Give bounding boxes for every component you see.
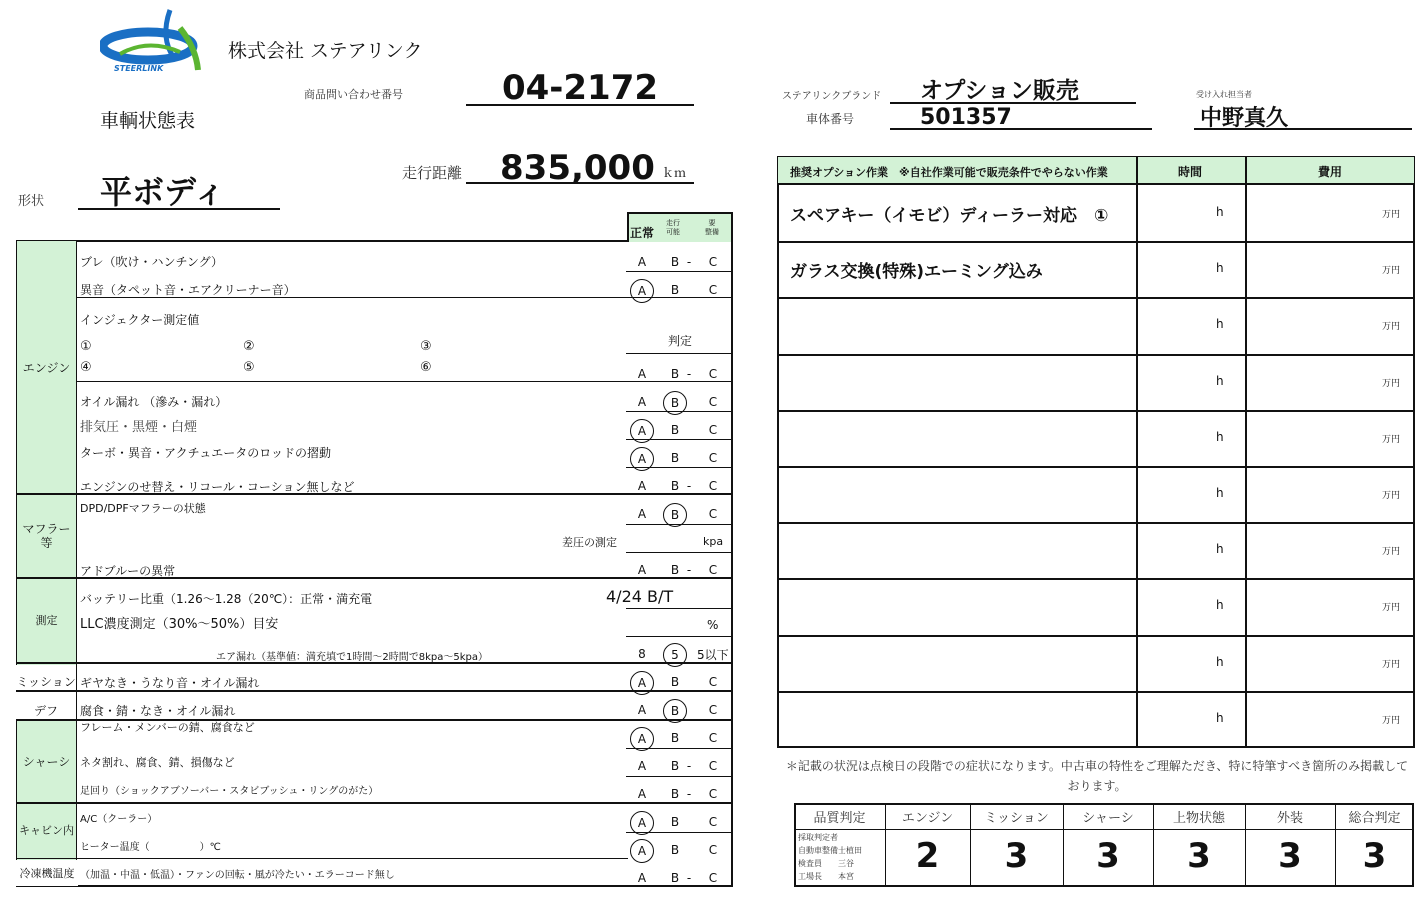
grade-value: 3: [1278, 836, 1302, 876]
inquiry-number: 04-2172: [466, 66, 694, 106]
check-mark-circled[interactable]: B: [663, 699, 687, 723]
mileage-label: 走行距離: [402, 164, 463, 182]
check-mark[interactable]: C: [708, 703, 718, 717]
company-name: 株式会社 ステアリンク: [228, 40, 423, 62]
air-leak-5-circled: 5: [663, 643, 687, 667]
options-header-title: 推奨オプション作業 ※自社作業可能で販売条件でやらない作業: [790, 166, 1108, 179]
injector-judge: 判定: [668, 334, 693, 348]
injector-6: ⑥: [420, 360, 432, 375]
section-freezer: 冷凍機温度: [16, 860, 78, 886]
check-mark[interactable]: B: [670, 255, 680, 269]
llc-unit: %: [707, 618, 719, 632]
check-mark-circled[interactable]: A: [630, 811, 654, 835]
options-time-header: 時間: [1178, 165, 1203, 179]
item-label: 腐食・錆・なき・オイル漏れ: [80, 704, 236, 718]
company-logo: [100, 8, 210, 76]
check-mark[interactable]: C: [708, 451, 718, 465]
receiver-value: 中野真久: [1194, 104, 1412, 130]
grade-value: 2: [915, 836, 940, 876]
air-leak-label: エア漏れ（基準値：満充填で1時間～2時間で8kpa～5kpa）: [216, 652, 488, 663]
divider: [626, 271, 733, 272]
divider: [778, 297, 1414, 299]
option-cost-unit: 万円: [1382, 378, 1401, 389]
divider: [778, 522, 1414, 524]
item-label: ターボ・異音・アクチュエータのロッドの摺動: [80, 446, 332, 460]
check-mark[interactable]: B: [670, 283, 680, 297]
shape-label: 形状: [18, 194, 45, 209]
chassis-label: 車体番号: [806, 112, 855, 126]
option-cost-unit: 万円: [1382, 266, 1401, 277]
grade-value: 3: [1004, 836, 1029, 876]
divider: [778, 354, 1414, 356]
check-header-runnable: 走行 可能: [666, 219, 680, 236]
divider: [778, 635, 1414, 637]
option-hours-unit: h: [1216, 542, 1224, 557]
check-mark[interactable]: -: [686, 255, 692, 269]
option-hours-unit: h: [1216, 654, 1224, 669]
item-label: ギヤなき・うなり音・オイル漏れ: [80, 676, 260, 690]
check-mark[interactable]: C: [708, 843, 718, 857]
grade-header: シャーシ: [1082, 811, 1134, 826]
check-mark[interactable]: B: [670, 367, 680, 381]
check-mark[interactable]: B: [670, 787, 680, 801]
divider: [626, 608, 733, 609]
receiver-label: 受け入れ担当者: [1196, 90, 1252, 99]
check-mark[interactable]: B: [670, 423, 680, 437]
check-mark[interactable]: C: [708, 871, 718, 885]
check-mark-circled[interactable]: A: [630, 447, 654, 471]
injector-2: ②: [243, 339, 255, 354]
option-cost-unit: 万円: [1382, 434, 1401, 445]
item-label: 足回り（ショックアブソーバー・スタビブッシュ・リングのがた）: [80, 786, 379, 797]
mileage-value: 835,000: [466, 146, 694, 184]
check-mark-circled[interactable]: B: [663, 503, 687, 527]
check-mark[interactable]: B: [670, 451, 680, 465]
check-mark[interactable]: B: [670, 479, 680, 493]
air-leak-8: 8: [638, 647, 646, 661]
check-mark[interactable]: B: [670, 731, 680, 745]
check-header-needs: 要 整備: [705, 219, 719, 236]
check-mark[interactable]: B: [670, 675, 680, 689]
diff-pressure-unit: kpa: [703, 535, 724, 548]
option-hours-unit: h: [1216, 261, 1224, 276]
check-mark[interactable]: A: [637, 255, 647, 269]
divider: [794, 829, 1414, 830]
check-mark[interactable]: C: [708, 675, 718, 689]
section-mission: ミッション: [16, 665, 76, 697]
option-hours-unit: h: [1216, 710, 1224, 725]
item-label: インジェクター測定値: [80, 313, 200, 327]
grade-header: 外装: [1276, 811, 1303, 826]
check-mark[interactable]: B: [670, 759, 680, 773]
item-label: ネタ割れ、腐食、錆、損傷など: [80, 756, 235, 769]
divider: [16, 858, 628, 859]
disclaimer-note: ＊記載の状況は点検日の段階での症状になります。中古車の特性をご理解ただき、特に特筆すべき箇所のみ掲載しております。: [785, 759, 1409, 793]
llc-label: LLC濃度測定（30%～50%）目安: [80, 617, 279, 632]
item-label: DPD/DPFマフラーの状態: [80, 502, 206, 515]
option-work-label[interactable]: スペアキー（イモビ）ディーラー対応 ①: [790, 206, 1109, 226]
item-label: ブレ（吹け・ハンチング）: [80, 255, 224, 269]
check-mark[interactable]: C: [708, 759, 718, 773]
divider: [1245, 157, 1247, 747]
injector-5: ⑤: [243, 360, 255, 375]
item-label: （加温・中温・低温）・ファンの回転・風が冷たい・エラーコード無し: [80, 870, 395, 881]
check-mark[interactable]: C: [708, 367, 718, 381]
check-mark[interactable]: C: [708, 283, 718, 297]
grade-value: 3: [1096, 836, 1120, 876]
inspector-line: 自動車整備士植田: [798, 846, 862, 855]
check-mark[interactable]: C: [708, 731, 718, 745]
divider: [778, 241, 1414, 243]
divider: [778, 410, 1414, 412]
item-label: アドブルーの異常: [80, 564, 176, 578]
item-label: オイル漏れ （滲み・漏れ）: [80, 395, 228, 409]
option-cost-unit: 万円: [1382, 603, 1401, 614]
mileage-unit: ｋｍ: [662, 166, 687, 180]
divider: [778, 691, 1414, 693]
check-mark-circled[interactable]: A: [630, 419, 654, 443]
air-leak-5-or-less: 5以下: [697, 648, 729, 662]
logo-wordmark: STEERLINK: [114, 64, 164, 73]
option-cost-unit: 万円: [1382, 547, 1401, 558]
option-hours-unit: h: [1216, 429, 1224, 444]
section-diff: デフ: [16, 693, 76, 719]
divider: [16, 802, 733, 804]
grade-header: 品質判定: [813, 811, 866, 826]
check-mark[interactable]: B: [670, 871, 680, 885]
inspector-line: 工場長 本宮: [798, 872, 854, 881]
section-engine: エンジン: [22, 361, 71, 375]
diff-pressure-label: 差圧の測定: [562, 536, 617, 549]
check-mark[interactable]: B: [670, 563, 680, 577]
inspector-line: 検査員 三谷: [798, 859, 854, 868]
option-cost-unit: 万円: [1382, 659, 1401, 670]
check-mark[interactable]: A: [637, 787, 647, 801]
item-label: エンジンのせ替え・リコール・コーション無しなど: [80, 480, 355, 494]
section-cabin: キャビン内: [19, 824, 74, 837]
item-label: フレーム・メンバーの錆、腐食など: [80, 721, 255, 734]
option-cost-unit: 万円: [1382, 322, 1401, 333]
check-mark[interactable]: C: [708, 563, 718, 577]
check-mark[interactable]: C: [708, 423, 718, 437]
check-mark[interactable]: B: [670, 815, 680, 829]
option-cost-unit: 万円: [1382, 715, 1401, 726]
check-mark[interactable]: A: [637, 367, 647, 381]
check-mark[interactable]: C: [708, 507, 718, 521]
injector-3: ③: [420, 339, 432, 354]
brand-label: ステアリンクブランド: [782, 91, 882, 102]
check-mark[interactable]: A: [637, 871, 647, 885]
section-measure: 測定: [35, 614, 58, 627]
chassis-value: 501357: [890, 104, 1152, 130]
divider: [626, 353, 733, 354]
check-header-normal: 正常: [630, 226, 655, 240]
option-hours-unit: h: [1216, 205, 1224, 219]
check-mark-circled[interactable]: A: [630, 671, 654, 695]
check-mark[interactable]: C: [708, 395, 718, 409]
check-mark[interactable]: C: [708, 787, 718, 801]
check-mark[interactable]: A: [637, 563, 647, 577]
brand-value: オプション販売: [890, 74, 1136, 104]
grade-value: 3: [1187, 836, 1211, 876]
injector-4: ④: [80, 360, 92, 375]
item-label: 排気圧・黒煙・白煙: [80, 420, 198, 435]
check-mark[interactable]: C: [708, 255, 718, 269]
grade-header: 総合判定: [1348, 811, 1401, 826]
check-mark[interactable]: A: [637, 479, 647, 493]
grade-header: エンジン: [901, 811, 954, 826]
check-mark-circled[interactable]: A: [630, 279, 654, 303]
divider: [778, 466, 1414, 468]
check-mark[interactable]: -: [686, 759, 692, 773]
grade-header: 上物状態: [1172, 811, 1225, 826]
check-mark[interactable]: -: [686, 871, 692, 885]
check-mark-circled[interactable]: B: [663, 391, 687, 415]
divider: [778, 578, 1414, 580]
check-mark[interactable]: A: [637, 507, 647, 521]
check-mark-circled[interactable]: A: [630, 727, 654, 751]
check-mark[interactable]: -: [686, 787, 692, 801]
check-mark[interactable]: C: [708, 815, 718, 829]
option-hours-unit: h: [1216, 598, 1224, 613]
divider: [1136, 157, 1138, 747]
check-mark[interactable]: -: [686, 367, 692, 381]
item-label: ヒーター温度（ ）℃: [80, 842, 221, 853]
injector-1: ①: [80, 339, 92, 354]
check-mark[interactable]: C: [708, 479, 718, 493]
grade-header: ミッション: [984, 811, 1049, 826]
section-chassis: シャーシ: [22, 754, 71, 769]
battery-label: バッテリー比重（1.26～1.28（20℃）：正常・満充電: [80, 592, 373, 606]
divider: [626, 552, 733, 553]
option-cost-unit: 万円: [1382, 210, 1401, 220]
option-work-label[interactable]: ガラス交換(特殊)エーミング込み: [790, 262, 1043, 283]
check-mark[interactable]: -: [686, 479, 692, 493]
battery-value: 4/24 B/T: [606, 587, 674, 606]
shape-value: 平ボディ: [78, 170, 280, 210]
check-mark[interactable]: A: [637, 703, 647, 717]
doc-title: 車輌状態表: [100, 110, 196, 132]
item-label: 異音（タペット音・エアクリーナー音）: [80, 283, 296, 297]
option-hours-unit: h: [1216, 317, 1224, 332]
inquiry-label: 商品問い合わせ番号: [304, 88, 403, 101]
check-mark-circled[interactable]: A: [630, 839, 654, 863]
options-table: [777, 156, 1415, 748]
check-mark[interactable]: A: [637, 759, 647, 773]
divider: [626, 776, 733, 777]
inspector-line: 採取判定者: [798, 833, 838, 842]
divider: [626, 636, 733, 637]
check-mark[interactable]: B: [670, 843, 680, 857]
option-hours-unit: h: [1216, 486, 1224, 500]
option-hours-unit: h: [1216, 373, 1224, 388]
check-mark[interactable]: A: [637, 395, 647, 409]
check-mark[interactable]: -: [686, 563, 692, 577]
item-label: A/C（クーラー）: [80, 814, 158, 825]
options-cost-header: 費用: [1318, 165, 1343, 179]
option-cost-unit: 万円: [1382, 491, 1401, 501]
grade-value: 3: [1362, 836, 1387, 876]
section-muffler: マフラー 等: [22, 521, 71, 550]
